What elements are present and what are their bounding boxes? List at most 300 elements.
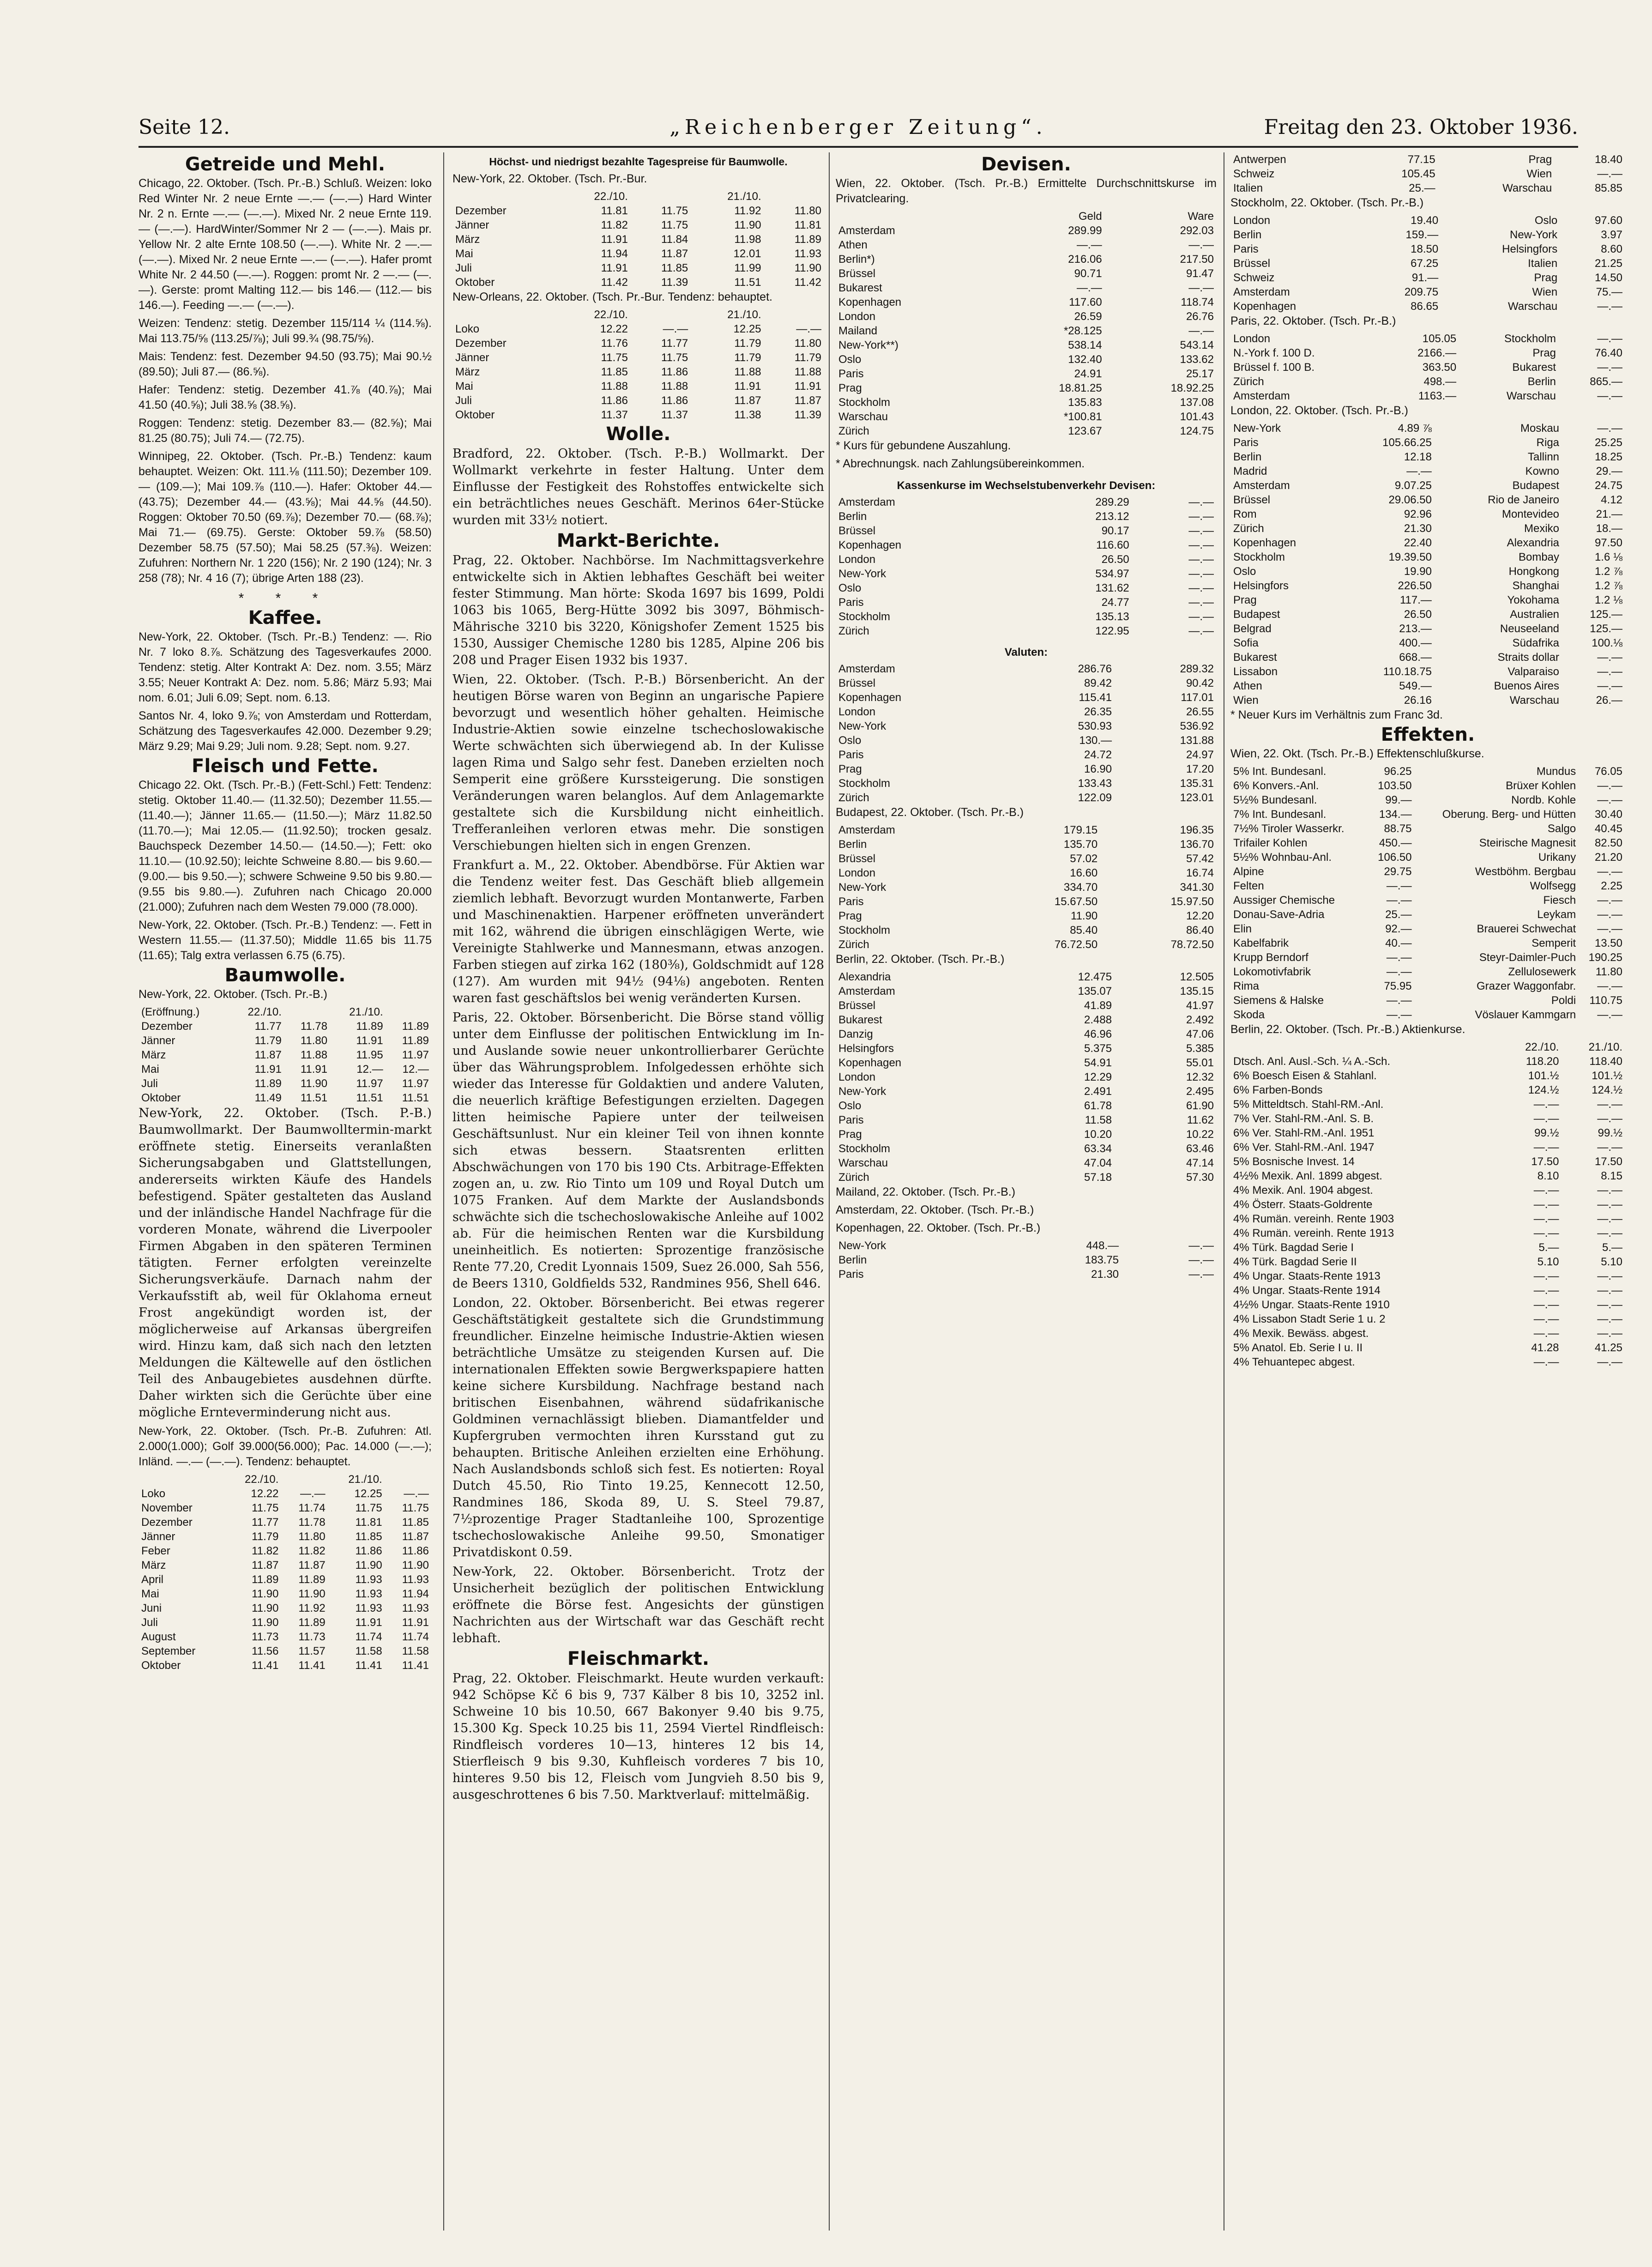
paragraph: Paris, 22. Oktober. Börsenbericht. Die Börse stand völlig unter dem Einflusse der politischen Entwicklung im In- und Auslande sowie neuer unkontrollierbarer Gerüchte über das Währungsproblem. Infolgedessen erhöhte sich wieder das Interesse für Goldaktien und andere Valuten, die neuerlich kräftige Befestigungen erzielten. Dagegen litten heimische Papiere unter der teilweisen Geschäftsunlust. Nur ein kleiner Teil von ihnen konnte sich etwas bessern. Staatsrenten erlitten Abschwächungen von 170 bis 190 Cts. Arbitrage-Effekten zogen an, u. zw. Rio Tinto um 109 und Royal Dutch um 1075 Franken. Auf dem Markte der Auslandsbonds schwächte sich die tschechoslowakische Anleihe auf 1002 ab. Für die heimischen Renten war die Kursbildung uneinheitlich. Es notierten: Sprozentige französische Rente 77.20, Credit Lyonnais 1509, Suez 26.000, Sah 556, de Beers 1310, Goldfields 532, Randmines 956, Shell 646. [452,1010,824,1291]
table-row [836,1239,1217,1253]
table-cell: 11.93 [355,1602,382,1614]
table-cell: 11.73 [298,1631,326,1643]
table-cell: 82.50 [1594,837,1622,849]
table-row [836,733,1217,748]
table-cell: 11.87 [254,1049,282,1061]
table-cell: 110.18.75 [1383,665,1432,678]
table-cell: Oslo [838,582,862,594]
column-header [836,209,993,224]
table-cell: Amsterdam [1233,286,1290,298]
table-cell: 4.89 ⅞ [1398,422,1432,435]
table-cell: 17.20 [1186,763,1214,775]
table-cell: 12.22 [600,323,628,335]
table-cell: Juni [141,1602,162,1614]
new-orleans-table [452,308,824,422]
table-cell: 101.43 [1180,411,1214,423]
table-row [1230,1355,1625,1369]
table-cell: 190.25 [1588,951,1622,964]
table-cell: 135.83 [1068,396,1102,409]
table-row [139,1076,432,1091]
table-cell: Wien [1233,694,1259,707]
table-cell: 179.15 [1063,824,1098,836]
table-row [452,351,824,365]
table-cell: —.— [1533,1141,1559,1154]
table-row [836,998,1217,1013]
table-row [836,791,1217,805]
table-row [836,662,1217,676]
table-row [1230,450,1625,464]
table-row [1230,1341,1625,1355]
table-cell: Kopenhagen [1233,537,1296,549]
table-cell: 11.91 [601,262,628,274]
table-cell: 24.77 [1101,596,1129,609]
table-cell: Paris [838,1268,864,1281]
table-row [1230,793,1625,807]
table-row [836,748,1217,762]
table-cell: 118.74 [1181,296,1214,308]
table-cell: Zürich [838,792,869,804]
top-rates-table [1230,152,1625,195]
table-cell: Warschau [1508,300,1558,313]
table-title: Kassenkurse im Wechselstubenverkehr Devisen: [897,479,1156,492]
table-cell: 11.94 [601,248,628,260]
table-cell: 11.80 [300,1034,328,1047]
table-row [1230,1269,1625,1283]
table-cell: 11.51 [734,276,761,289]
table-row [1230,1126,1625,1140]
table-row [452,408,824,422]
table-cell: 21.— [1596,508,1622,520]
table-cell: Oktober [455,276,495,289]
table-cell: —.— [1597,680,1622,692]
table-row [1230,521,1625,536]
footnote: * Neuer Kurs im Verhältnis zum Franc 3d. [1230,708,1443,721]
table-cell: 11.81 [601,205,628,217]
berlin-devisen-table [836,970,1217,1185]
table-cell: Oberung. Berg- und Hütten [1442,808,1576,821]
table-cell: —.— [1597,794,1622,806]
table-cell: März [455,366,480,378]
table-row [836,395,1217,410]
table-cell: Tallinn [1527,451,1560,463]
table-row [836,324,1217,338]
table-row [836,252,1217,266]
table-cell: 17.50 [1531,1155,1559,1168]
table-cell: —.— [1533,1356,1559,1368]
table-cell: 11.90 [355,1559,382,1572]
table-cell: 213.12 [1095,510,1129,523]
table-cell: 289.32 [1180,663,1214,675]
table-cell: Nordb. Kohle [1511,794,1576,806]
column-header [1230,1040,1498,1054]
table-cell: Brüssel f. 100 B. [1233,361,1315,374]
table-cell: 341.30 [1180,881,1214,894]
table-cell: Paris [838,368,864,380]
table-cell: —.— [1597,1213,1622,1225]
column-header: Geld [1079,210,1102,223]
table-cell: Paris [838,895,864,908]
table-cell: 11.90 [794,262,821,274]
table-cell: 89.42 [1084,677,1112,689]
table-cell: —.— [1533,1098,1559,1111]
table-row [1230,693,1625,707]
table-cell: 91.— [1411,272,1439,284]
table-cell: 57.30 [1186,1171,1214,1184]
table-row [836,705,1217,719]
table-cell: —.— [1597,1327,1622,1340]
table-cell: Warschau [838,411,888,423]
table-cell: 47.04 [1084,1157,1112,1169]
table-cell: Leykam [1537,908,1576,921]
table-cell: —.— [1597,865,1622,878]
table-row [1230,622,1625,636]
table-cell: 61.90 [1186,1100,1214,1112]
table-cell: 865.— [1590,375,1622,388]
table-cell: Juli [141,1616,158,1629]
newspaper-title: „Reichenberger Zeitung“. [669,115,1047,139]
table-row [139,1658,432,1673]
table-cell: 99.— [1385,794,1412,806]
table-row [836,552,1217,567]
table-cell: Mai [455,380,473,393]
footnote: * Kurs für gebundene Auszahlung. [836,439,1011,452]
table-cell: Berlin [838,1254,867,1266]
table-cell: —.— [1597,923,1622,935]
table-cell: 11.41 [402,1659,429,1672]
table-cell: —.— [1533,1227,1559,1239]
table-cell: 26.16 [1404,694,1432,707]
table-header-row [452,308,824,322]
table-row [836,852,1217,866]
table-cell: Zürich [838,625,869,637]
table-cell: —.— [1597,1112,1622,1125]
table-cell: 11.89 [254,1077,282,1090]
table-header-row [139,1005,432,1019]
table-cell: Oktober [141,1659,181,1672]
table-cell: 125.— [1590,608,1622,621]
table-cell: Stockholm [1504,332,1556,345]
table-cell: Paris [838,1114,864,1126]
table-row [1230,1283,1625,1298]
table-cell: 1.2 ⅞ [1594,565,1622,578]
table-row [1230,346,1625,360]
table-cell: 11.88 [794,366,821,378]
table-cell: 450.— [1379,837,1412,849]
column-header [764,189,824,204]
table-cell: 131.88 [1180,734,1214,747]
table-cell: 11.57 [298,1645,326,1657]
table-row [139,1091,432,1105]
table-cell: 11.91 [300,1063,328,1076]
table-cell: 209.75 [1404,286,1439,298]
table-cell: 11.92 [298,1602,326,1614]
column-header: Ware [1188,210,1214,223]
column-header: (Eröffnung.) [141,1006,200,1018]
table-cell: Siemens & Halske [1233,994,1324,1007]
table-cell: Wien [1526,168,1552,180]
table-row [1230,478,1625,493]
table-cell: 76.72.50 [1054,938,1098,951]
table-cell: Mexiko [1524,522,1560,535]
table-cell: 11.58 [355,1645,382,1657]
table-row [1230,167,1625,181]
table-row [1230,550,1625,564]
table-row [1230,389,1625,403]
table-cell: Sofia [1233,637,1259,649]
table-cell: Prag [838,910,862,922]
table-cell: —.— [1188,282,1214,294]
table-cell: 4% Mexik. Anl. 1904 abgest. [1233,1184,1373,1197]
table-row [1230,979,1625,993]
table-cell: Lokomotivfabrik [1233,966,1311,978]
table-cell: —.— [1597,665,1622,678]
table-cell: 11.88 [661,380,688,393]
paragraph: Prag, 22. Oktober. Fleischmarkt. Heute wurden verkauft: 942 Schöpse Kč 6 bis 9, 737 Kälber 8 bis 10, 3252 inl. Schweine 10 bis 10.50, 667 Bakonyer 9.40 bis 9.75, 15.300 Kg. Speck 10.25 bis 11, 2594 Viertel Rindfleisch: Rindfleisch vorderes 10—13, hinteres 12 bis 14, Stierfleisch 9 bis 9.30, Kuhfleisch vorderes 7 bis 10, hinteres 9.50 bis 12, Fleisch vom Jungvieh 8.50 bis 9, ausgeschrottenes 6 bis 7.50. Marktverlauf: mittelmäßig. [452,1671,824,1802]
table-cell: 11.75 [355,1502,382,1514]
table-row [1230,332,1625,346]
table-cell: 21.25 [1594,257,1622,270]
table-row [836,524,1217,538]
table-cell: 4% Rumän. vereinh. Rente 1903 [1233,1213,1394,1225]
table-cell: 196.35 [1180,824,1214,836]
table-cell: 41.97 [1186,999,1214,1012]
table-cell: Jänner [455,351,489,364]
paragraph: Winnipeg, 22. Oktober. (Tsch. Pr.-B.) Tendenz: kaum behauptet. Weizen: Okt. 111.⅛ (111.50); Dezember 109.— (109.—); Mai 109.⅞ (110.—). Hafer: Oktober 44.— (43.75); Dezember 44.— (43.⅝); Mai 44.⅝ (44.50). Roggen: Oktober 70.50 (69.⅞); Dezember 70.— (68.⅞); Mai 71.— (69.75). Gerste: Oktober 59.⅞ (58.50) Dezember 58.75 (57.50); Mai 58.25 (57.⅜). Weizen: Zufuhren: Northern Nr. 1 220 (156); Nr. 2 190 (124); Nr. 3 258 (78); Nr. 4 16 (7); übrige Arten 188 (23). [139,450,432,585]
table-cell: 115.41 [1079,691,1112,704]
table-cell: 11.41 [252,1659,279,1672]
table-cell: Mailand [838,325,878,337]
table-cell: —.— [796,323,821,335]
table-cell: 105.05 [1422,332,1457,345]
table-cell: 135.31 [1180,777,1214,790]
table-cell: Zürich [1233,522,1264,535]
table-cell: Semperit [1531,937,1576,949]
table-cell: Bukarest [838,1014,882,1026]
table-cell: 2.492 [1186,1014,1214,1026]
paragraph: New-York, 22. Oktober. (Tsch. P.-B.) Baumwollmarkt. Der Baumwolltermin-markt eröffnete stetig. Einerseits veranlaßten Sicherungsabgaben und Glattstellungen, andererseits wirkten Käufe des Handels befestigend. Später gestalteten das Ausland und der inländische Handel Nachfrage für die vorderen Monate, während die Liverpooler Firmen Abgaben in den späteren Terminen tätigten. Ferner erfolgten vereinzelte Sicherungsverkäufe. Darnach nahm der Verkaufsstift ab, weil für Oklahoma erneut Frost angekündigt worden ist, der möglicherweise auf Arkansas übergreifen wird. Hinzu kam, daß sich nach den letzten Meldungen die Kältewelle auf den östlichen Teil des Anbaugebietes ausdehnen dürfte. Daher wirkten sich die Gerüchte über eine mögliche Ernteverminderung nicht aus. [139,1106,432,1420]
table-cell: 47.06 [1186,1028,1214,1040]
table-cell: 11.75 [661,219,688,231]
table-row [1230,435,1625,450]
table-row [836,1113,1217,1127]
table-row [1230,1312,1625,1326]
table-cell: Bombay [1518,551,1560,563]
table-cell: —.— [1597,651,1622,664]
table-cell: Jänner [141,1530,175,1543]
table-cell: London [838,706,876,718]
table-cell: —.— [1386,880,1412,892]
table-cell: Bukarest [1233,651,1277,664]
table-cell: 286.76 [1078,663,1112,675]
column-header: 21./10. [1588,1041,1622,1053]
table-cell: 14.50 [1594,272,1622,284]
table-row [452,218,824,232]
table-cell: Prag [1528,153,1552,166]
table-cell: Amsterdam [1233,479,1290,492]
table-cell: 11.56 [252,1645,279,1657]
column-header: 21./10. [348,1473,382,1486]
table-cell: Helsingfors [1502,243,1558,255]
table-cell: 5.10 [1537,1256,1559,1268]
table-cell: Amsterdam [838,663,895,675]
table-cell: 41.25 [1594,1342,1622,1354]
table-cell: 40.45 [1594,822,1622,835]
table-cell: 63.34 [1084,1143,1112,1155]
paragraph: Santos Nr. 4, loko 9.⅞; von Amsterdam und Rotterdam, Schätzung des Tagesverkaufes 42.000. Dezember 9.29; März 9.29; Mai 9.29; Juli nom. 9.28; Sept. nom. 9.27. [139,709,432,753]
table-row [1230,1069,1625,1083]
table-cell: 12.18 [1404,451,1432,463]
table-row [139,1601,432,1615]
table-cell: 101.½ [1528,1070,1559,1082]
table-cell: 22.40 [1404,537,1432,549]
table-intro: New-York, 22. Oktober. (Tsch. Pr.-Bur. [452,172,647,185]
column-header [284,1005,330,1019]
table-cell: 118.40 [1589,1055,1622,1068]
table-cell: 77.15 [1407,153,1435,166]
table-cell: 11.76 [601,337,628,350]
column-header [385,1472,432,1487]
table-cell: 57.42 [1186,852,1214,865]
table-cell: 11.86 [402,1545,429,1557]
table-cell: 12.505 [1180,971,1214,983]
table-row [836,624,1217,638]
table-row [836,338,1217,352]
table-row [1230,299,1625,314]
column-header: 22./10. [594,190,628,203]
table-row [1230,665,1625,679]
table-cell: 363.50 [1422,361,1457,374]
table-cell: Steyr-Daimler-Puch [1479,951,1576,964]
table-cell: —.— [1188,539,1214,551]
table-cell: 117.— [1399,594,1432,606]
table-cell: —.— [1386,1009,1412,1021]
table-cell: 11.89 [402,1034,429,1047]
table-cell: 6% Ver. Stahl-RM.-Anl. 1951 [1233,1127,1375,1139]
table-row [836,837,1217,852]
table-cell: Madrid [1233,465,1267,478]
table-cell: 11.90 [734,219,761,231]
table-row [1230,879,1625,893]
table-cell: Berlin [1233,229,1262,241]
table-cell: 11.93 [402,1602,429,1614]
table-cell: 21.30 [1404,522,1432,535]
table-cell: Stockholm [838,777,891,790]
table-cell: —.— [1533,1184,1559,1197]
table-cell: 110.75 [1589,994,1622,1007]
table-row [1230,493,1625,507]
table-cell: London [838,553,876,566]
table-cell: New-York [838,881,886,894]
table-row [1230,864,1625,879]
table-cell: 26.— [1596,694,1622,707]
column-header [281,1472,328,1487]
table-row [836,937,1217,952]
table-cell: Zürich [1233,375,1264,388]
table-cell: 11.88 [300,1049,328,1061]
table-cell: 92.96 [1404,508,1432,520]
table-row [836,1013,1217,1027]
table-row [836,823,1217,837]
table-cell: 116.60 [1096,539,1129,551]
table-cell: 11.75 [252,1502,279,1514]
table-cell: Kopenhagen [838,691,902,704]
section-heading-kaffee: Kaffee. [248,607,322,629]
table-cell: 11.90 [252,1602,279,1614]
table-cell: Trifailer Kohlen [1233,837,1308,849]
table-row [1230,607,1625,622]
table-cell: 5½% Wohnbau-Anl. [1233,851,1332,864]
table-cell: —.— [1597,1356,1622,1368]
table-cell: Warschau [1506,390,1556,402]
table-cell: 85.40 [1070,924,1098,937]
table-cell: August [141,1631,176,1643]
table-row [1230,1140,1625,1155]
table-cell: 4% Türk. Bagdad Serie II [1233,1256,1357,1268]
table-cell: Italien [1528,257,1558,270]
table-row [452,261,824,275]
paragraph: Hafer: Tendenz: stetig. Dezember 41.⅞ (40.⅞); Mai 41.50 (40.⅝); Juli 38.⅝ (38.⅝). [139,383,432,411]
column-divider [443,152,444,2231]
table-cell: 11.90 [252,1616,279,1629]
table-cell: 11.42 [794,276,821,289]
table-cell: Prag [838,1128,862,1141]
table-row [1230,1054,1625,1069]
table-cell: Brüssel [838,999,876,1012]
table-cell: Dezember [455,337,506,350]
table-cell: 5½% Bundesanl. [1233,794,1317,806]
table-cell: —.— [1533,1284,1559,1297]
table-intro: Budapest, 22. Oktober. (Tsch. Pr.-B.) [836,806,1024,819]
table-row [139,1019,432,1034]
table-row [1230,1326,1625,1341]
ny-baumwolle-table [452,189,824,290]
table-cell: Stockholm [838,1143,891,1155]
section-subheading: Höchst- und niedrigst bezahlte Tagespreise für Baumwolle. [489,156,788,168]
table-row [836,984,1217,998]
table-cell: Kabelfabrik [1233,937,1289,949]
table-cell: 11.92 [734,205,761,217]
table-cell: Buenos Aires [1494,680,1560,692]
table-row [836,909,1217,923]
header-rule [139,146,1578,148]
table-cell: 11.89 [298,1573,326,1586]
table-cell: 11.82 [601,219,628,231]
column-header: 21./10. [349,1006,383,1018]
table-cell: 6% Ver. Stahl-RM.-Anl. 1947 [1233,1141,1375,1154]
table-cell: 4% Lissabon Stadt Serie 1 u. 2 [1233,1313,1386,1325]
table-cell: 1.2 ⅛ [1594,594,1622,606]
table-intro: New-York, 22. Oktober. (Tsch. Pr.-B. Zufuhren: Atl. 2.000(1.000); Golf 39.000(56.000); Pac. 14.000 (—.—); Inländ. —.— (—.—). Tendenz: behauptet. [139,1425,432,1468]
table-row [836,1041,1217,1056]
table-row [1230,907,1625,922]
table-cell: März [455,233,480,246]
kopenhagen-table [836,1239,1217,1282]
table-cell: 2.488 [1084,1014,1112,1026]
table-row [836,866,1217,880]
table-cell: 21.30 [1091,1268,1119,1281]
paragraph: Chicago, 22. Oktober. (Tsch. Pr.-B.) Schluß. Weizen: loko Red Winter Nr. 2 neue Ernte —.— (—.—) Hard Winter Nr. 2 n. Ernte —.— (—.—). Mixed Nr. 2 neue Ernte 119.— (—.—). HardWinter/Sommer Nr 2 — (—.—). Mais pr. Yellow Nr. 2 alte Ernte 108.50 (—.—). White Nr. 2 —.— (—.—). Mixed Nr. 2 neue Ernte —.— (—.—). Hafer promt White Nr. 2 44.50 (—.—). Roggen: promt Nr. 2 —.— (—.—). Gerste: promt Malting 112.— bis 146.— (112.— bis 146.—). Feeding —.— (—.—). [139,177,432,312]
table-cell: 11.91 [356,1034,383,1047]
table-row [139,1487,432,1501]
table-cell: 11.37 [601,409,628,421]
section-heading-fleischmarkt: Fleischmarkt. [567,1648,710,1669]
table-row [836,424,1217,438]
table-cell: Zürich [838,938,869,951]
table-cell: 57.02 [1070,852,1098,865]
table-cell: 18.81.25 [1059,382,1102,394]
paragraph: Weizen: Tendenz: stetig. Dezember 115/114 ¼ (114.⅝). Mai 113.75/⅝ (113.25/⅞); Juli 99.¾ (98.75/⅝). [139,317,432,345]
table-cell: Felten [1233,880,1264,892]
